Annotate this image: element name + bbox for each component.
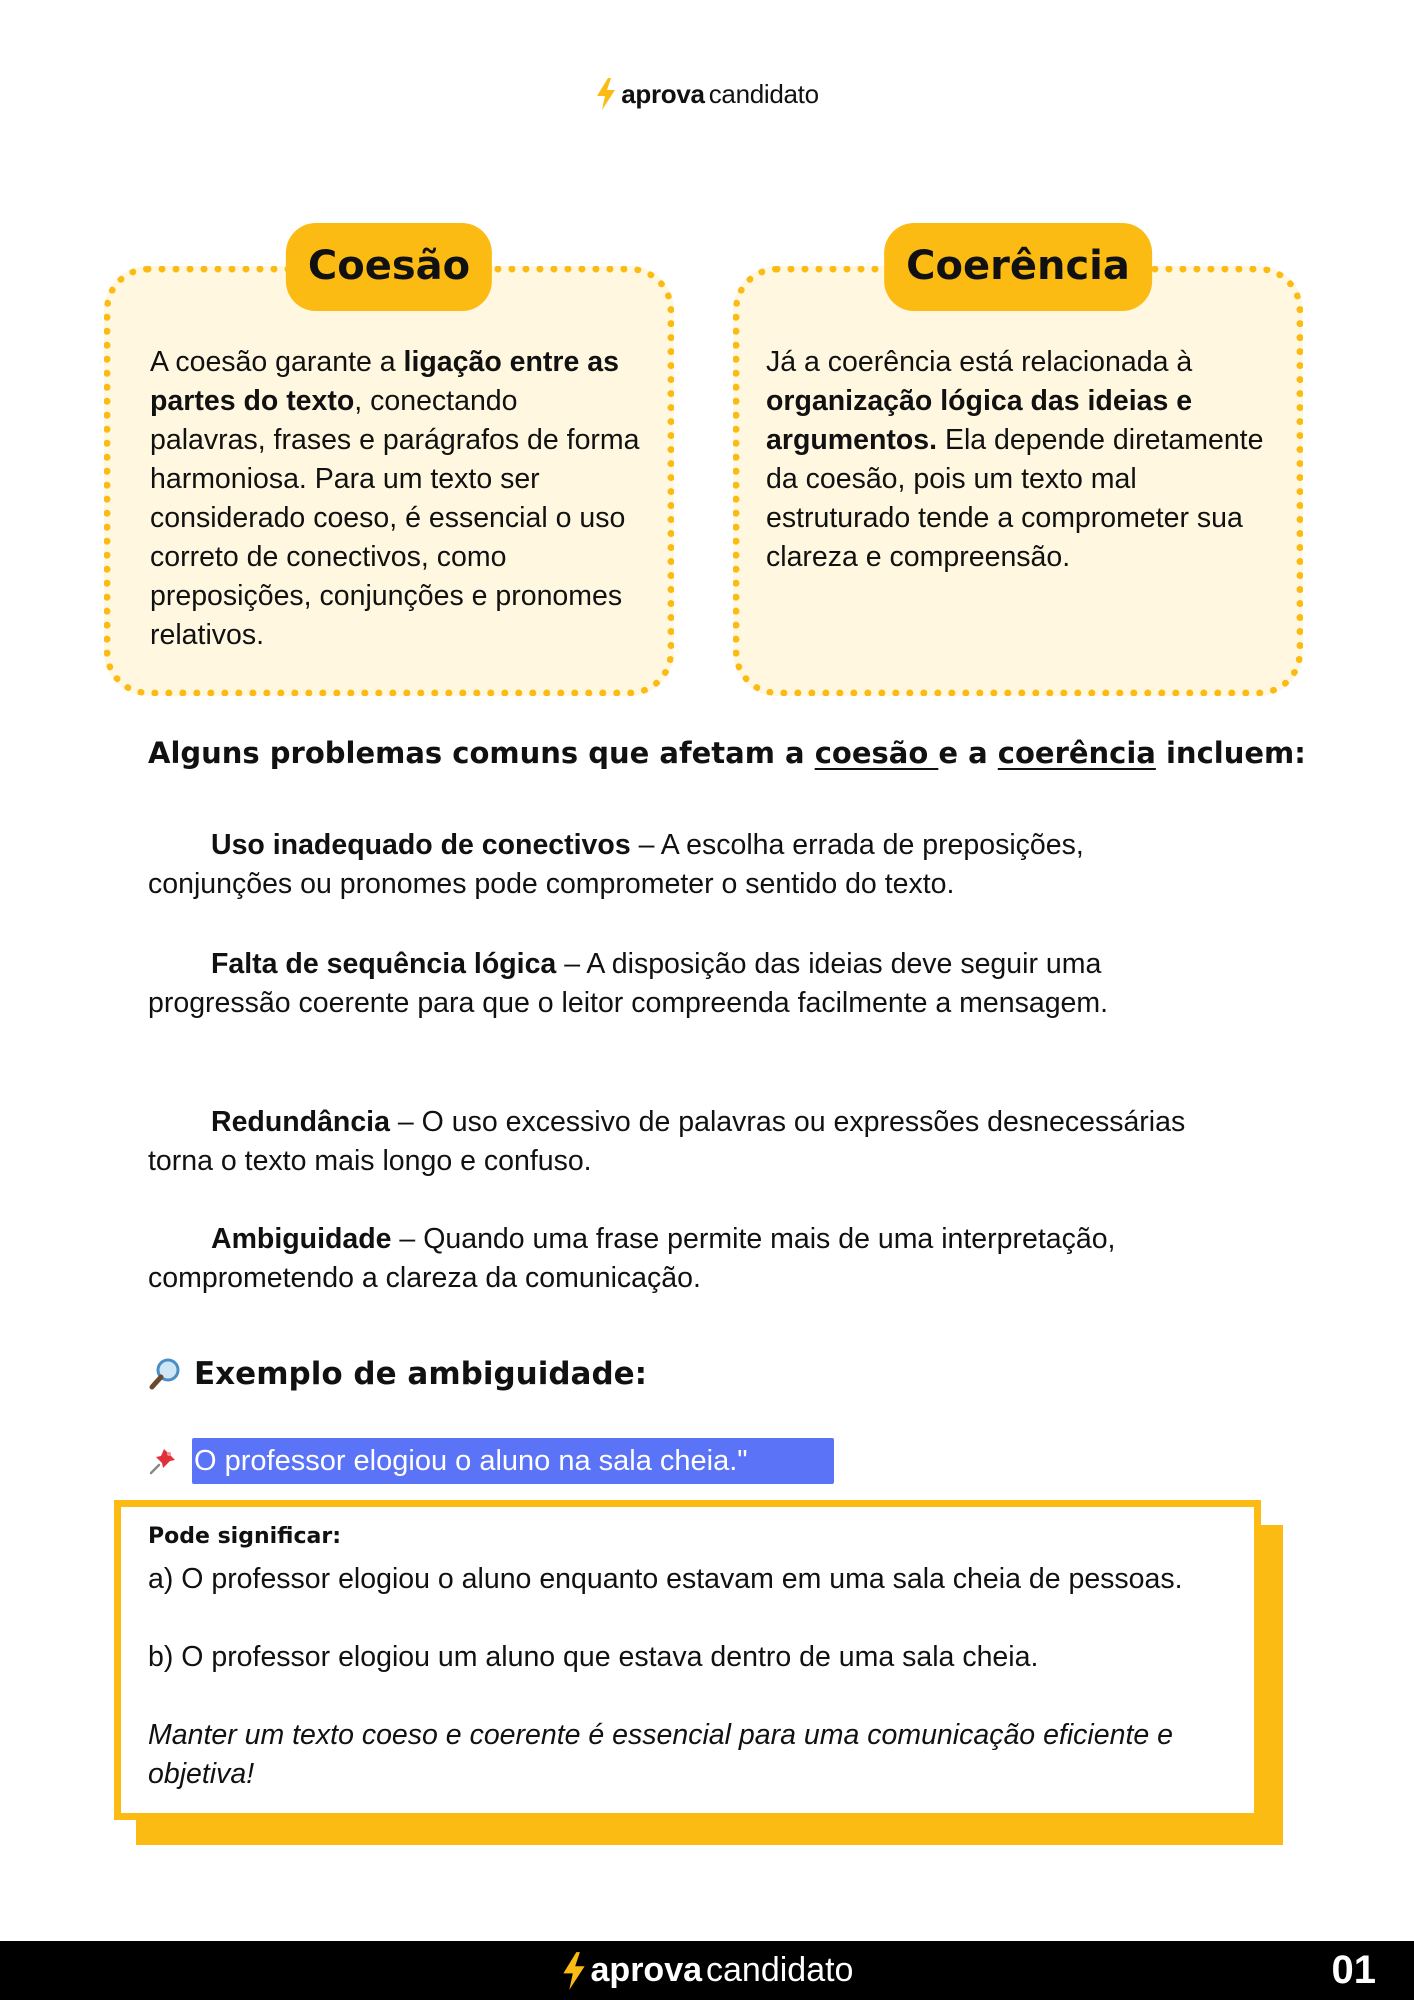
problem-term: Redundância — [211, 1106, 390, 1138]
header-logo — [0, 78, 1414, 110]
coesao-text-post: , conectando palavras, frases e parágrafos de forma harmoniosa. Para um texto ser considerado coeso, é essencial o uso correto de conectivos, como preposições, conjunções e pronomes relativos. — [150, 385, 640, 651]
coesao-card — [104, 243, 674, 696]
example-heading-text: Exemplo de ambiguidade: — [194, 1356, 648, 1392]
page-number: 01 — [1331, 1948, 1376, 1992]
footer-logo — [0, 1941, 1414, 2000]
problems-heading-pre: Alguns problemas comuns que afetam a — [148, 736, 815, 770]
footer-logo-light: candidato — [706, 1951, 854, 1989]
logo-brand-light: candidato — [708, 78, 819, 109]
logo-brand-bold: aprova — [621, 78, 705, 109]
magnifier-icon — [148, 1356, 184, 1392]
problem-term: Falta de sequência lógica — [211, 948, 557, 980]
example-sentence-row — [148, 1438, 834, 1484]
problem-term: Ambiguidade — [211, 1223, 392, 1255]
problems-heading-post: incluem: — [1155, 736, 1306, 770]
problem-term: Uso inadequado de conectivos — [211, 829, 631, 861]
problems-heading — [148, 736, 1306, 770]
problem-item — [148, 1220, 1228, 1298]
pushpin-icon — [148, 1446, 178, 1476]
meaning-option-b: b) O professor elogiou um aluno que estava dentro de uma sala cheia. — [148, 1641, 1039, 1673]
problem-text: – A disposição das ideias deve seguir uma progressão coerente para que o leitor compreenda facilmente a mensagem. — [148, 948, 1109, 1019]
coerencia-card-text — [766, 343, 1266, 577]
meaning-option-a: a) O professor elogiou o aluno enquanto estavam em uma sala cheia de pessoas. — [148, 1563, 1183, 1595]
problems-heading-mid: e a — [938, 736, 998, 770]
problem-text: – Quando uma frase permite mais de uma interpretação, comprometendo a clareza da comunicação. — [148, 1223, 1116, 1294]
coerencia-text-bold: organização lógica das ideias e argumentos. — [766, 385, 1193, 456]
coesao-text-bold: ligação entre as partes do texto — [150, 346, 619, 417]
coesao-card-text — [150, 343, 641, 655]
coerencia-card-title: Coerência — [884, 223, 1152, 311]
coerencia-text-post: Ela depende diretamente da coesão, pois um texto mal estruturado tende a comprometer sua clareza e compreensão. — [766, 424, 1264, 573]
coerencia-text-pre: Já a coerência está relacionada à — [766, 346, 1193, 378]
problems-heading-coerencia: coerência — [997, 736, 1156, 770]
closing-statement: Manter um texto coeso e coerente é essencial para uma comunicação eficiente e objetiva! — [148, 1719, 1173, 1790]
coesao-text-pre: A coesão garante a — [150, 346, 404, 378]
problem-item — [148, 945, 1228, 1023]
problem-text: – A escolha errada de preposições, conjunções ou pronomes pode comprometer o sentido do texto. — [148, 829, 1084, 900]
problem-text: – O uso excessivo de palavras ou expressões desnecessárias torna o texto mais longo e confuso. — [148, 1106, 1186, 1177]
example-heading — [148, 1356, 647, 1392]
lightning-bolt-icon — [595, 78, 617, 110]
problems-heading-coesao: coesão — [814, 736, 939, 770]
problem-item — [148, 1103, 1228, 1181]
footer-bar — [0, 1941, 1414, 2000]
highlighted-example-sentence: O professor elogiou o aluno na sala cheia." — [192, 1438, 834, 1484]
footer-logo-bold: aprova — [590, 1951, 703, 1989]
lightning-bolt-icon — [561, 1951, 587, 1991]
coerencia-card — [733, 243, 1303, 696]
problem-item — [148, 826, 1228, 904]
coesao-card-title: Coesão — [286, 223, 492, 311]
meanings-box-label: Pode significar: — [148, 1524, 341, 1549]
